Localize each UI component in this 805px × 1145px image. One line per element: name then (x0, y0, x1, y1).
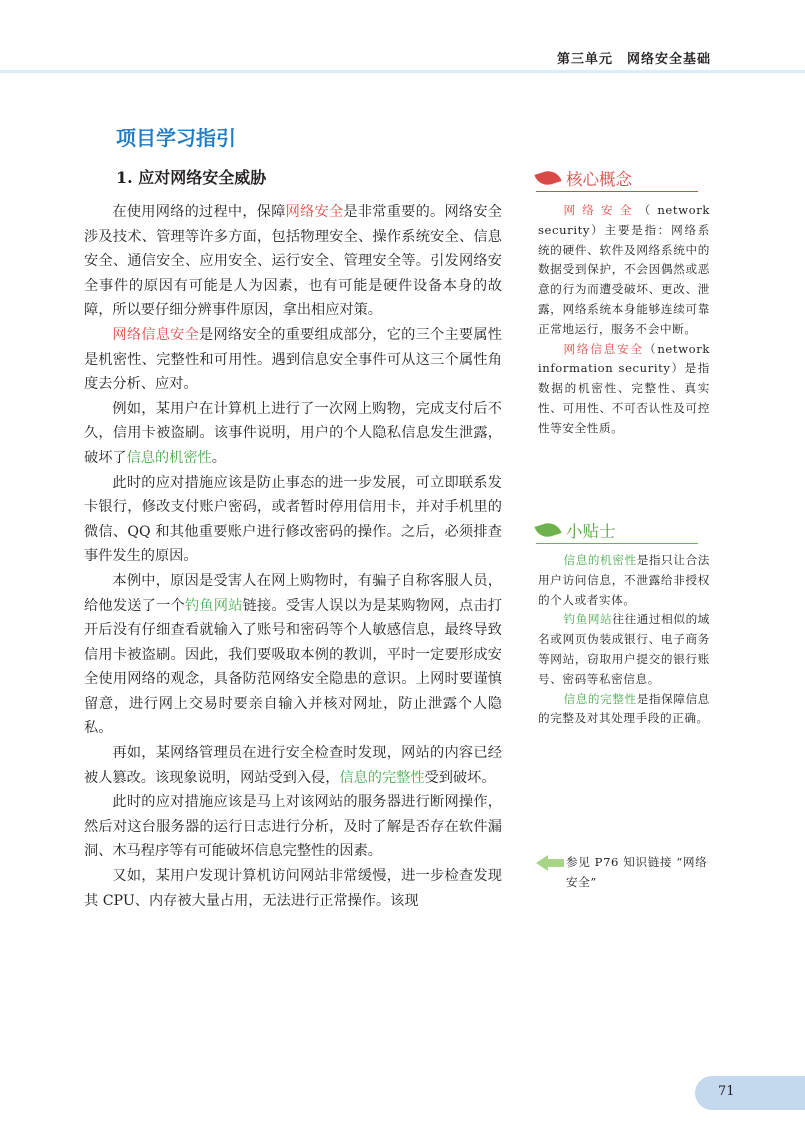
header-rule (0, 70, 805, 73)
paragraph-3: 例如，某用户在计算机上进行了一次网上购物，完成支付后不久，信用卡被盗刷。该事件说明，用户的个人隐私信息发生泄露，破坏了信息的机密性。 (84, 400, 502, 466)
reference-text: 参见 P76 知识链接 “网络安全” (566, 855, 708, 889)
page-number-tab (695, 1076, 805, 1110)
main-text (84, 200, 502, 913)
paragraph-7: 此时的应对措施应该是马上对该网站的服务器进行断网操作，然后对这台服务器的运行日志进行分析，及时了解是否存在软件漏洞、木马程序等有可能破坏信息完整性的因素。 (84, 794, 502, 860)
paragraph-6: 再如，某网络管理员在进行安全检查时发现，网站的内容已经被人篡改。该现象说明，网站受到入侵，信息的完整性受到破坏。 (84, 745, 502, 786)
tips-body (538, 551, 710, 729)
arrow-left-icon (536, 853, 566, 873)
leaf-icon (534, 168, 561, 189)
running-header (557, 48, 711, 67)
section-title: 项目学习指引 (116, 126, 236, 150)
page-number: 71 (718, 1084, 735, 1099)
term-integrity: 信息的完整性 (339, 769, 425, 786)
paragraph-8: 又如，某用户发现计算机访问网站非常缓慢，进一步检查发现其 CPU、内存被大量占用，无法进行正常操作。该现 (84, 868, 502, 909)
core-concepts-heading (536, 166, 698, 192)
tips-title: 小贴士 (566, 522, 616, 541)
concept-network-security: 网络安全（network security）主要是指：网络系统的硬件、软件及网络系统中的数据受到保护，不会因偶然或恶意的行为而遭受破坏、更改、泄露，网络系统本身能够连续可靠正常地运行，服务不会中断。 (538, 203, 710, 336)
unit-label: 第三单元 (556, 52, 613, 67)
core-concepts-title: 核心概念 (566, 170, 632, 189)
term-network-security: 网络安全 (285, 204, 344, 220)
term-confidentiality: 信息的机密性 (126, 449, 212, 466)
paragraph-4: 此时的应对措施应该是防止事态的进一步发展，可立即联系发卡银行，修改支付账户密码，或者暂时停用信用卡，并对手机里的微信、QQ 和其他重要账户进行修改密码的操作。之后，必须排查事件发生的原因。 (84, 474, 502, 565)
paragraph-2: 网络信息安全是网络安全的重要组成部分，它的三个主要属性是机密性、完整性和可用性。遇到信息安全事件可从这三个属性角度去分析、应对。 (84, 326, 502, 393)
tip-integrity: 信息的完整性是指保障信息的完整及对其处理手段的正确。 (538, 691, 710, 726)
term-network-information-security: 网络信息安全 (112, 326, 200, 343)
paragraph-1: 在使用网络的过程中，保障网络安全是非常重要的。网络安全涉及技术、管理等许多方面，包括物理安全、操作系统安全、信息安全、通信安全、应用安全、运行安全、管理安全等。引发网络安全事件的原因有可能是人为因素，也有可能是硬件设备本身的故障，所以要仔细分辨事件原因，拿出相应对策。 (84, 204, 502, 319)
paragraph-5: 本例中，原因是受害人在网上购物时，有骗子自称客服人员，给他发送了一个钓鱼网站链接。受害人误以为是某购物网，点击打开后没有仔细查看就输入了账号和密码等个人敏感信息，最终导致信用卡被盗刷。因此，我们要吸取本例的教训，平时一定要形成安全使用网络的观念，具备防范网络安全隐患的意识。上网时要谨慎留意，进行网上交易时要亲自输入并核对网址，防止泄露个人隐私。 (84, 572, 502, 737)
reference-note (536, 853, 712, 893)
leaf-icon (534, 520, 561, 541)
core-concepts-body (538, 201, 710, 439)
subsection-title: 1. 应对网络安全威胁 (116, 168, 267, 187)
tip-confidentiality: 信息的机密性是指只让合法用户访问信息，不泄露给非授权的个人或者实体。 (538, 553, 710, 607)
concept-network-information-security: 网络信息安全（network information security）是指数据的机密性、完整性、真实性、可用性、不可否认性及可控性等安全性质。 (538, 341, 710, 435)
tips-heading (536, 518, 698, 544)
term-phishing-site: 钓鱼网站 (184, 597, 243, 614)
unit-title: 网络安全基础 (626, 52, 711, 67)
tip-phishing-site: 钓鱼网站往往通过相似的域名或网页伪装成银行、电子商务等网站，窃取用户提交的银行账号、密码等私密信息。 (538, 612, 710, 686)
